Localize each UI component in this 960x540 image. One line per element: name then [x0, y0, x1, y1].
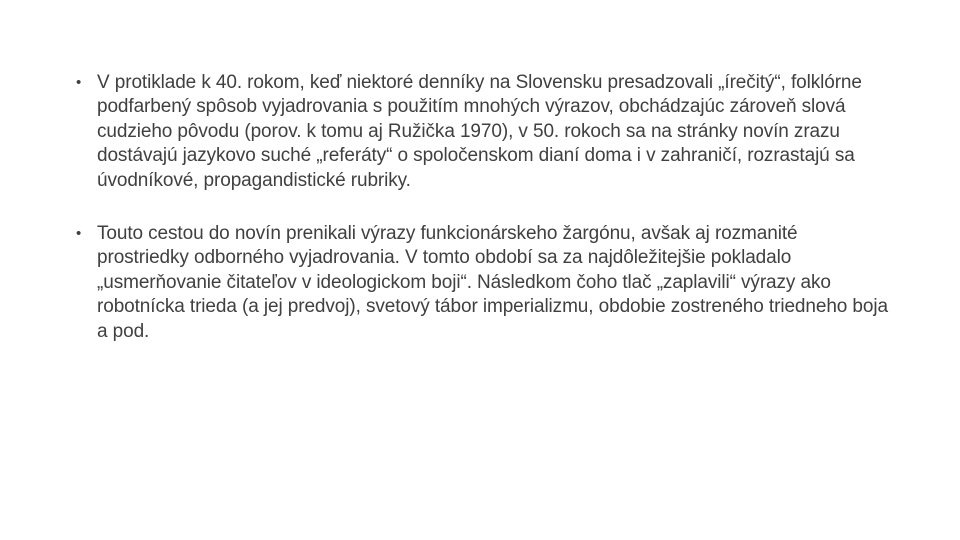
bullet-text: V protiklade k 40. rokom, keď niektoré denníky na Slovensku presadzovali „írečitý“, folklórne podfarbený spôsob vyjadrovania s použitím mnohých výrazov, obchádzajúc zároveň slová cudzieho pôvodu (porov. k tomu aj Ružička 1970), v 50. rokoch sa na stránky novín zrazu dostávajú jazykovo suché „referáty“ o spoločenskom dianí doma i v zahraničí, rozrastajú sa úvodníkové, propagandistické rubriky. — [97, 72, 862, 191]
bullet-list — [72, 71, 892, 344]
bullet-dot-icon: • — [76, 225, 82, 243]
bullet-item — [72, 71, 892, 193]
bullet-item — [72, 222, 892, 344]
bullet-dot-icon: • — [76, 74, 82, 91]
bullet-text: Touto cestou do novín prenikali výrazy funkcionárskeho žargónu, avšak aj rozmanité prostriedky odborného vyjadrovania. V tomto období sa za najdôležitejšie pokladalo „usmerňovanie čitateľov v ideologickom boji“. Následkom čoho tlač „zaplavili“ výrazy ako robotnícka trieda (a jej predvoj), svetový tábor imperializmu, obdobie zostreného triedneho boja a pod. — [97, 223, 888, 342]
